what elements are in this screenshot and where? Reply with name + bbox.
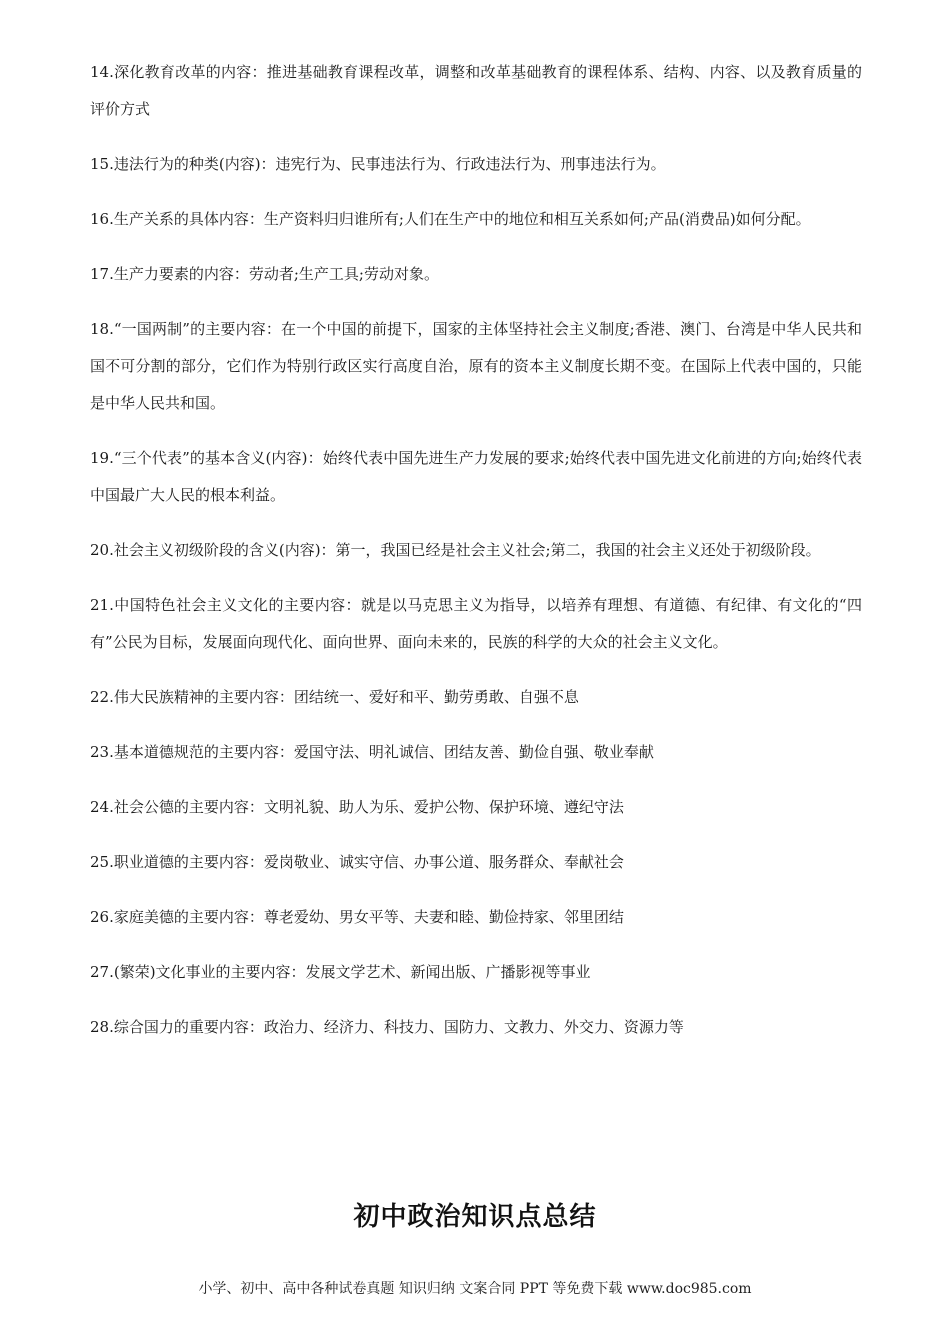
list-item: 14.深化教育改革的内容：推进基础教育课程改革，调整和改革基础教育的课程体系、结构、内容、以及教育质量的评价方式 xyxy=(90,63,862,118)
page-footer: 小学、初中、高中各种试卷真题 知识归纳 文案合同 PPT 等免费下载 www.doc985.com xyxy=(198,1281,752,1297)
list-item: 24.社会公德的主要内容：文明礼貌、助人为乐、爱护公物、保护环境、遵纪守法 xyxy=(90,798,624,816)
list-item: 25.职业道德的主要内容：爱岗敬业、诚实守信、办事公道、服务群众、奉献社会 xyxy=(90,853,624,871)
document-body xyxy=(90,54,862,1064)
list-item: 28.综合国力的重要内容：政治力、经济力、科技力、国防力、文教力、外交力、资源力等 xyxy=(90,1018,684,1036)
list-item: 15.违法行为的种类(内容)：违宪行为、民事违法行为、行政违法行为、刑事违法行为。 xyxy=(90,155,666,173)
list-item: 17.生产力要素的内容：劳动者;生产工具;劳动对象。 xyxy=(90,265,439,283)
list-item: 18.“一国两制”的主要内容：在一个中国的前提下，国家的主体坚持社会主义制度;香港、澳门、台湾是中华人民共和国不可分割的部分，它们作为特别行政区实行高度自治，原有的资本主义制度长期不变。在国际上代表中国的，只能是中华人民共和国。 xyxy=(90,320,862,412)
list-item: 23.基本道德规范的主要内容：爱国守法、明礼诚信、团结友善、勤俭自强、敬业奉献 xyxy=(90,743,654,761)
list-item: 27.(繁荣)文化事业的主要内容：发展文学艺术、新闻出版、广播影视等事业 xyxy=(90,963,591,981)
list-item: 26.家庭美德的主要内容：尊老爱幼、男女平等、夫妻和睦、勤俭持家、邻里团结 xyxy=(90,908,624,926)
list-item: 16.生产关系的具体内容：生产资料归归谁所有;人们在生产中的地位和相互关系如何;产品(消费品)如何分配。 xyxy=(90,210,811,228)
list-item: 20.社会主义初级阶段的含义(内容)：第一，我国已经是社会主义社会;第二，我国的社会主义还处于初级阶段。 xyxy=(90,541,821,559)
list-item: 21.中国特色社会主义文化的主要内容：就是以马克思主义为指导，以培养有理想、有道德、有纪律、有文化的“四有”公民为目标，发展面向现代化、面向世界、面向未来的，民族的科学的大众的社会主义文化。 xyxy=(90,596,862,651)
section-title: 初中政治知识点总结 xyxy=(353,1202,597,1232)
list-item: 19.“三个代表”的基本含义(内容)：始终代表中国先进生产力发展的要求;始终代表中国先进文化前进的方向;始终代表中国最广大人民的根本利益。 xyxy=(90,449,862,504)
list-item: 22.伟大民族精神的主要内容：团结统一、爱好和平、勤劳勇敢、自强不息 xyxy=(90,688,579,706)
